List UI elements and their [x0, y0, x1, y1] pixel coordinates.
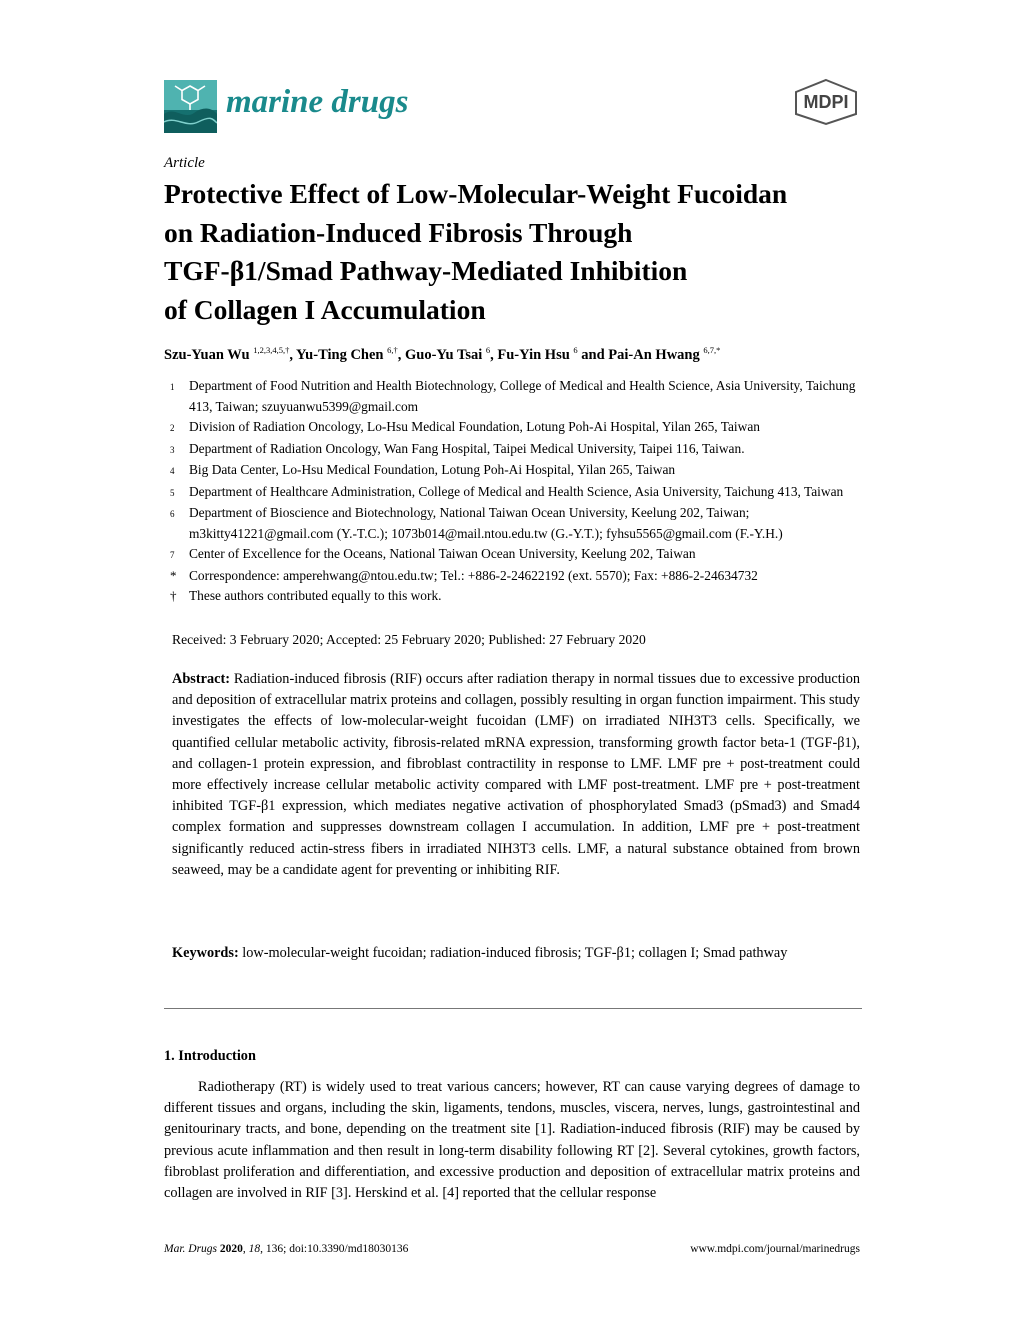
correspondence-item: [170, 566, 860, 587]
keywords-label: Keywords:: [172, 945, 239, 961]
affiliation-mark: 3: [170, 444, 175, 455]
author-affiliation-marks: 6,7,*: [703, 345, 721, 355]
affiliation-text: Department of Healthcare Administration, College of Medical and Health Science, Asia University, Taichung 413, Taiwan: [189, 483, 844, 499]
abstract-text: Radiation-induced fibrosis (RIF) occurs after radiation therapy in normal tissues due to excessive production and deposition of extracellular matrix proteins and collagen, possibly resulting in organ function impairment. This study investigates the effects of low-molecular-weight fucoidan (LMF) on irradiated NIH3T3 cells. Specifically, we quantified cellular metabolic activity, fibrosis-related mRNA expression, transforming growth factor beta-1 (TGF-β1), and collagen-1 protein expression, and fibroblast contractility in response to LMF. LMF pre + post-treatment could more effectively increase cellular metabolic activity compared with LMF post-treatment. LMF pre + post-treatment inhibited TGF-β1 expression, which mediates negative activation of phosphorylated Smad3 (pSmad3) and Smad4 complex formation and suppresses downstream collagen I accumulation. In addition, LMF pre + post-treatment significantly reduced actin-stress fibers in irradiated NIH3T3 cells. LMF, a natural substance obtained from brown seaweed, may be a candidate agent for preventing or inhibiting RIF.: [172, 671, 860, 878]
abstract-label: Abstract:: [172, 671, 230, 687]
journal-name: marine drugs: [226, 84, 409, 120]
author-affiliation-marks: 6,†: [387, 345, 398, 355]
correspondence-text: Correspondence: amperehwang@ntou.edu.tw; Tel.: +886-2-24622192 (ext. 5570); Fax: +886-2-24634732: [189, 567, 758, 583]
title-line: on Radiation-Induced Fibrosis Through: [164, 216, 633, 248]
journal-abbrev: Mar. Drugs: [164, 1243, 218, 1255]
affiliation-mark: 4: [170, 466, 175, 476]
introduction-paragraph: Radiotherapy (RT) is widely used to treat various cancers; however, RT can cause varying degrees of damage to different tissues and organs, including the skin, ligaments, tendons, muscles, viscera, nerves, lungs, gastrointestinal and genitourinary tracts, and bone, depending on the treatment site [1]. Radiation-induced fibrosis (RIF) may be caused by previous acute inflammation and then result in long-term disability following RT [2]. Several cytokines, growth factors, fibroblast proliferation and differentiation, and excessive production and deposition of extracellular matrix proteins and collagen are involved in RIF [3]. Herskind et al. [4] reported that the cellular response: [164, 1079, 860, 1202]
author-name: Fu-Yin Hsu: [497, 346, 570, 363]
affiliation-list: [170, 376, 860, 607]
section-divider: [164, 1008, 862, 1009]
citation-footer: Mar. Drugs 2020, 18, 136; doi:10.3390/md18030136: [164, 1243, 409, 1255]
affiliation-item: [170, 376, 860, 417]
keywords: [172, 943, 860, 964]
author-separator: ,: [397, 346, 405, 363]
article-title: [164, 175, 884, 329]
affiliation-item: [170, 482, 860, 504]
affiliation-text: Department of Food Nutrition and Health Biotechnology, College of Medical and Health Science, Asia University, Taichung 413, Taiwan; szuyuanwu5399@gmail.com: [189, 378, 856, 414]
affiliation-text: Big Data Center, Lo-Hsu Medical Foundation, Lotung Poh-Ai Hospital, Yilan 265, Taiwan: [189, 462, 676, 477]
author-name: Guo-Yu Tsai: [405, 346, 483, 363]
author-name: Pai-An Hwang: [608, 346, 700, 363]
abstract: [172, 669, 860, 881]
affiliation-mark: 7: [170, 550, 175, 560]
title-line: Protective Effect of Low-Molecular-Weight Fucoidan: [164, 178, 788, 209]
keywords-text: low-molecular-weight fucoidan; radiation-induced fibrosis; TGF-β1; collagen I; Smad pathway: [238, 945, 788, 961]
section-heading: 1. Introduction: [164, 1048, 256, 1064]
affiliation-mark: 2: [170, 423, 175, 433]
affiliation-text: Center of Excellence for the Oceans, National Taiwan Ocean University, Keelung 202, Taiwan: [189, 546, 696, 561]
affiliation-item: [170, 503, 860, 544]
citation-year: 2020: [219, 1243, 243, 1255]
author-separator: ,: [289, 346, 297, 363]
affiliation-mark: 5: [170, 487, 175, 498]
author-affiliation-marks: 6: [573, 345, 578, 355]
affiliation-item: [170, 417, 860, 439]
affiliation-item: [170, 544, 860, 566]
affiliation-mark: 6: [170, 509, 175, 519]
affiliation-item: [170, 460, 860, 482]
author-affiliation-marks: 1,2,3,4,5,†: [253, 345, 290, 355]
equal-contribution-note: [170, 586, 860, 607]
author-affiliation-marks: 6: [485, 345, 491, 355]
journal-url[interactable]: www.mdpi.com/journal/marinedrugs: [690, 1243, 860, 1255]
citation-rest: , 136; doi:10.3390/md18030136: [260, 1243, 409, 1255]
affiliation-mark: †: [170, 588, 177, 603]
author-separator: and: [577, 346, 609, 363]
affiliation-text: Division of Radiation Oncology, Lo-Hsu Medical Foundation, Lotung Poh-Ai Hospital, Yilan 265, Taiwan: [189, 419, 760, 434]
affiliation-mark: *: [170, 567, 177, 583]
title-line: of Collagen I Accumulation: [164, 293, 486, 325]
journal-logo: [164, 80, 217, 133]
mdpi-logo: [792, 78, 860, 126]
publication-dates: Received: 3 February 2020; Accepted: 25 February 2020; Published: 27 February 2020: [172, 632, 646, 647]
title-line: TGF-β1/Smad Pathway-Mediated Inhibition: [164, 255, 688, 286]
equal-contribution-text: These authors contributed equally to this work.: [189, 588, 442, 603]
author-name: Yu-Ting Chen: [296, 346, 384, 363]
citation-volume: 18: [248, 1243, 261, 1255]
author-name: Szu-Yuan Wu: [164, 346, 250, 363]
mdpi-logo-text: MDPI: [803, 92, 849, 112]
author-list: [164, 345, 720, 364]
author-separator: ,: [490, 346, 498, 363]
affiliation-item: [170, 439, 860, 461]
article-type: Article: [164, 155, 205, 171]
affiliation-text: Department of Radiation Oncology, Wan Fang Hospital, Taipei Medical University, Taipei 116, Taiwan.: [189, 440, 745, 456]
affiliation-mark: 1: [170, 382, 175, 392]
affiliation-text: Department of Bioscience and Biotechnology, National Taiwan Ocean University, Keelung 202, Taiwan; m3kitty41221@gmail.com (Y.-T.C.); 1073b014@mail.ntou.edu.tw (G.-Y.T.); fyhsu5565@gmail.com (F.-Y.H.): [189, 505, 783, 541]
